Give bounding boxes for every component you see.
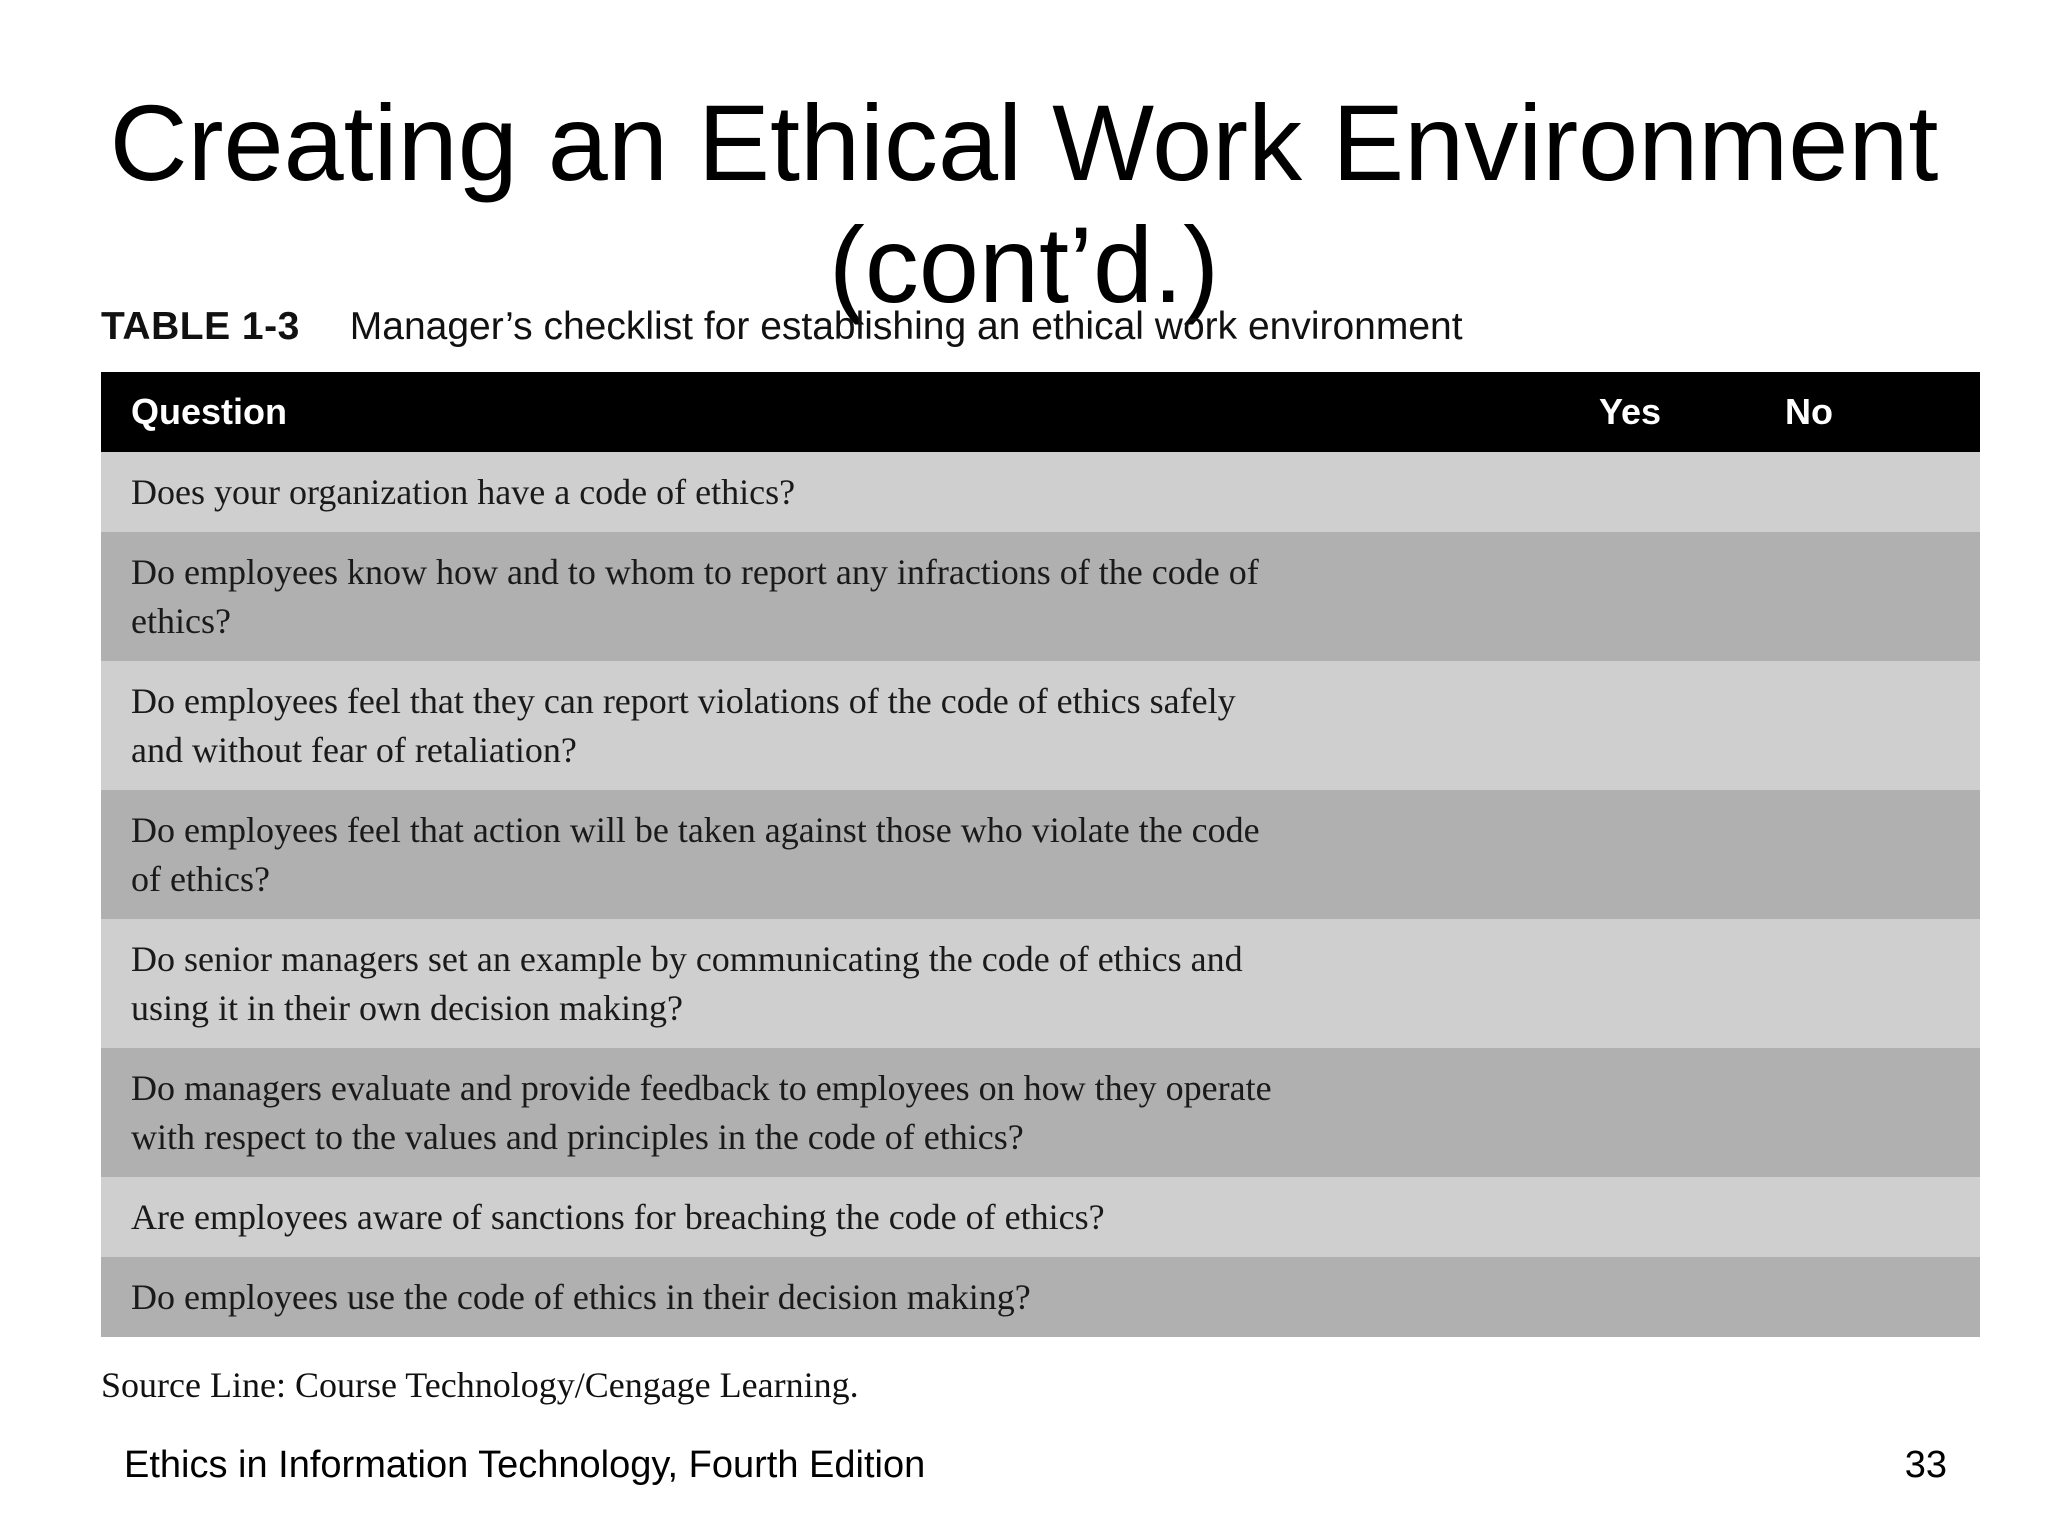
yes-cell[interactable] bbox=[1581, 452, 1771, 532]
table-row bbox=[101, 452, 1980, 532]
checklist-table bbox=[101, 372, 1980, 1337]
no-cell[interactable] bbox=[1771, 919, 1980, 1048]
table-row bbox=[101, 790, 1980, 919]
question-cell: Do senior managers set an example by communicating the code of ethics and using it in their own decision making? bbox=[131, 938, 1243, 1028]
table-row bbox=[101, 532, 1980, 661]
question-cell: Do employees feel that action will be taken against those who violate the code of ethics? bbox=[131, 809, 1260, 899]
question-cell: Do employees use the code of ethics in their decision making? bbox=[131, 1276, 1031, 1317]
table-row bbox=[101, 1257, 1980, 1337]
no-cell[interactable] bbox=[1771, 790, 1980, 919]
yes-cell[interactable] bbox=[1581, 790, 1771, 919]
yes-cell[interactable] bbox=[1581, 919, 1771, 1048]
table-caption-text: Manager’s checklist for establishing an ethical work environment bbox=[349, 305, 1463, 348]
yes-cell[interactable] bbox=[1581, 1048, 1771, 1177]
source-line: Source Line: Course Technology/Cengage Learning. bbox=[101, 1365, 859, 1405]
footer-book-title: Ethics in Information Technology, Fourth Edition bbox=[124, 1444, 926, 1486]
no-cell[interactable] bbox=[1771, 1048, 1980, 1177]
table-row bbox=[101, 919, 1980, 1048]
slide-title-line-2: (cont’d.) bbox=[828, 204, 1220, 325]
no-cell[interactable] bbox=[1771, 1257, 1980, 1337]
page-number: 33 bbox=[1904, 1444, 1947, 1486]
table-row bbox=[101, 661, 1980, 790]
no-cell[interactable] bbox=[1771, 661, 1980, 790]
question-cell: Do employees feel that they can report violations of the code of ethics safely and without fear of retaliation? bbox=[131, 680, 1236, 770]
slide-title bbox=[0, 82, 2048, 326]
yes-cell[interactable] bbox=[1581, 661, 1771, 790]
table-row bbox=[101, 1177, 1980, 1257]
yes-cell[interactable] bbox=[1581, 1257, 1771, 1337]
no-cell[interactable] bbox=[1771, 452, 1980, 532]
table-header-row bbox=[101, 372, 1980, 452]
table-caption-label: TABLE 1-3 bbox=[101, 305, 300, 348]
question-cell: Do managers evaluate and provide feedback to employees on how they operate with respect to the values and principles in the code of ethics? bbox=[131, 1067, 1272, 1157]
slide-title-line-1: Creating an Ethical Work Environment bbox=[109, 82, 1939, 203]
no-cell[interactable] bbox=[1771, 532, 1980, 661]
table-caption bbox=[101, 300, 1463, 354]
column-header-yes: Yes bbox=[1599, 391, 1662, 432]
table-row bbox=[101, 1048, 1980, 1177]
yes-cell[interactable] bbox=[1581, 532, 1771, 661]
no-cell[interactable] bbox=[1771, 1177, 1980, 1257]
yes-cell[interactable] bbox=[1581, 1177, 1771, 1257]
question-cell: Are employees aware of sanctions for breaching the code of ethics? bbox=[131, 1196, 1105, 1237]
column-header-question: Question bbox=[131, 391, 288, 432]
question-cell: Does your organization have a code of ethics? bbox=[131, 471, 796, 512]
column-header-no: No bbox=[1785, 391, 1833, 432]
question-cell: Do employees know how and to whom to report any infractions of the code of ethics? bbox=[131, 551, 1259, 641]
